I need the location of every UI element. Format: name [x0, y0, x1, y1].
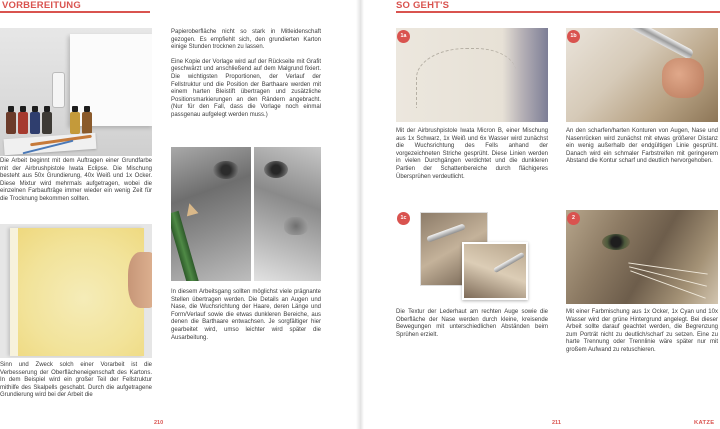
text-block-purpose: Sinn und Zweck solch einer Vorarbeit ist die Verbesserung der Oberflächeneigenschaft des Kartons. In dem Beispiel wird ein großer Teil der Fellstruktur mithilfe des Skalpells geschabt. Durch die aufgetragene Grundierung wird bei der Arbeit die — [0, 362, 152, 399]
running-title: KATZE — [694, 420, 715, 426]
page-number-left: 210 — [154, 420, 164, 426]
cat-eye — [213, 161, 239, 179]
bottle-cap — [20, 106, 26, 112]
paint-bottle — [18, 112, 28, 134]
step-1b-photo — [566, 28, 718, 122]
pencil-transfer-photo — [171, 147, 251, 281]
step-badge: 1a — [397, 30, 410, 43]
pencil — [171, 211, 199, 281]
section-header-left: VORBEREITUNG — [2, 0, 81, 11]
step-1a-photo — [396, 28, 548, 122]
step-badge: 1b — [567, 30, 580, 43]
primed-board-photo — [0, 224, 152, 358]
step-caption: Mit einer Farbmischung aus 1x Ocker, 1x Cyan und 10x Wasser wird der grüne Hintergrund angelegt. Bei dieser Arbeit sollte darauf geachtet werden, die Begrenzung zum Porträt nicht zu deutlich/scharf zu setzen. Eine zu harte Trennung oder Trennlinie wäre später nur mit großem Aufwand zu retuschieren. — [566, 309, 718, 353]
page-number-right: 211 — [552, 420, 561, 426]
paint-bottle — [30, 112, 40, 134]
step-1c-photo — [396, 210, 548, 304]
sketch-lines — [416, 48, 516, 108]
whisker — [630, 270, 706, 298]
header-rule-right — [396, 11, 720, 13]
left-page — [0, 0, 358, 429]
grundierung-bottle — [52, 72, 65, 108]
paragraph: Eine Kopie der Vorlage wird auf der Rückseite mit Grafit geschwärzt und anschließend auf dem Malgrund fixiert. Die wichtigsten Proportionen, der Verlauf der Fellstruktur und die Position der Barthaare werden mit einem harten Bleistift übertragen und zusätzliche Positionsmarkierungen an den Rändern angebracht. (Nur für den Fall, dass die Vorlage noch einmal passgenau aufgelegt werden muss.) — [171, 58, 321, 118]
cat-eye — [264, 161, 288, 178]
text-block-transfer: In diesem Arbeitsgang sollten möglichst viele prägnante Stellen übertragen werden. Die Details an Augen und Nase, die Wuchsrichtung der Haare, deren Länge und Form/Verlauf sowie die etwas dunkleren Bereiche, aus denen die Barthaare entwachsen. Je sorgfältiger hier gearbeitet wird, umso leichter wird später die Ausarbeitung. — [171, 289, 321, 341]
hand — [662, 58, 704, 98]
paragraph: Papieroberfläche nicht so stark in Mitleidenschaft gezogen. Es empfiehlt sich, den grundierten Karton einige Stunden trocknen zu lassen. — [171, 29, 321, 51]
cat-eye — [602, 234, 630, 250]
bottle-cap — [8, 106, 14, 112]
cat-nose — [284, 217, 308, 235]
board-edge — [10, 228, 18, 356]
pencil-sketch-photo — [254, 147, 321, 281]
paint-bottle — [6, 112, 16, 134]
step-badge: 1c — [397, 212, 410, 225]
hand — [128, 252, 152, 308]
section-header-right: SO GEHT'S — [396, 0, 450, 11]
step-caption: Die Textur der Lederhaut am rechten Auge sowie die Oberfläche der Nase werden durch kleine, kreisende Bewegungen mit unterschiedlichen Abständen beim Sprühen erzielt. — [396, 309, 548, 338]
paint-bottle — [82, 112, 92, 134]
pencil-tip — [184, 202, 199, 217]
airbrush-gun — [628, 28, 695, 60]
step-2-photo — [566, 210, 718, 304]
step-caption: An den scharfen/harten Konturen von Augen, Nase und Nasenrücken wird zunächst mit etwas größerer Distanz ein wenig außerhalb der endgültigen Linie gesprüht. Danach wird ein schmaler Farbstreifen mit geringerem Abstand die Kontur scharf und deutlich hervorgehoben. — [566, 128, 718, 165]
step-caption: Mit der Airbrushpistole Iwata Micron B, einer Mischung aus 1x Schwarz, 1x Weiß und 6x Wasser wird zunächst die Wuchsrichtung des Fells anhand der vorgezeichneten Striche gesprüht. Diese Linien werden in vielen Durchgängen verdichtet und die dunkleren Partien der Schattenbereiche durch flächigeres Übersprühen verdeutlicht. — [396, 128, 548, 180]
header-rule-left — [0, 11, 150, 13]
bottle-cap — [72, 106, 78, 112]
bottle-cap — [84, 106, 90, 112]
bottle-cap — [32, 106, 38, 112]
step-badge: 2 — [567, 212, 580, 225]
paints-photo — [0, 28, 152, 156]
text-column-b — [171, 29, 321, 127]
paint-bottle — [42, 112, 52, 134]
yellow-board — [10, 228, 144, 356]
paint-bottle — [70, 112, 80, 134]
bottle-cap — [44, 106, 50, 112]
book-gutter — [356, 0, 364, 429]
text-block-intro: Die Arbeit beginnt mit dem Auftragen einer Grundfarbe mit der Airbrushpistole Iwata Eclipse. Die Mischung besteht aus 50x Grundierung, 40x Weiß und 1x Ocker. Diese Mixtur wird mehrmals aufgetragen, wobei die einzelnen Farbaufträge immer wieder ein wenig Zeit für die Trocknung bekommen sollten. — [0, 158, 152, 202]
